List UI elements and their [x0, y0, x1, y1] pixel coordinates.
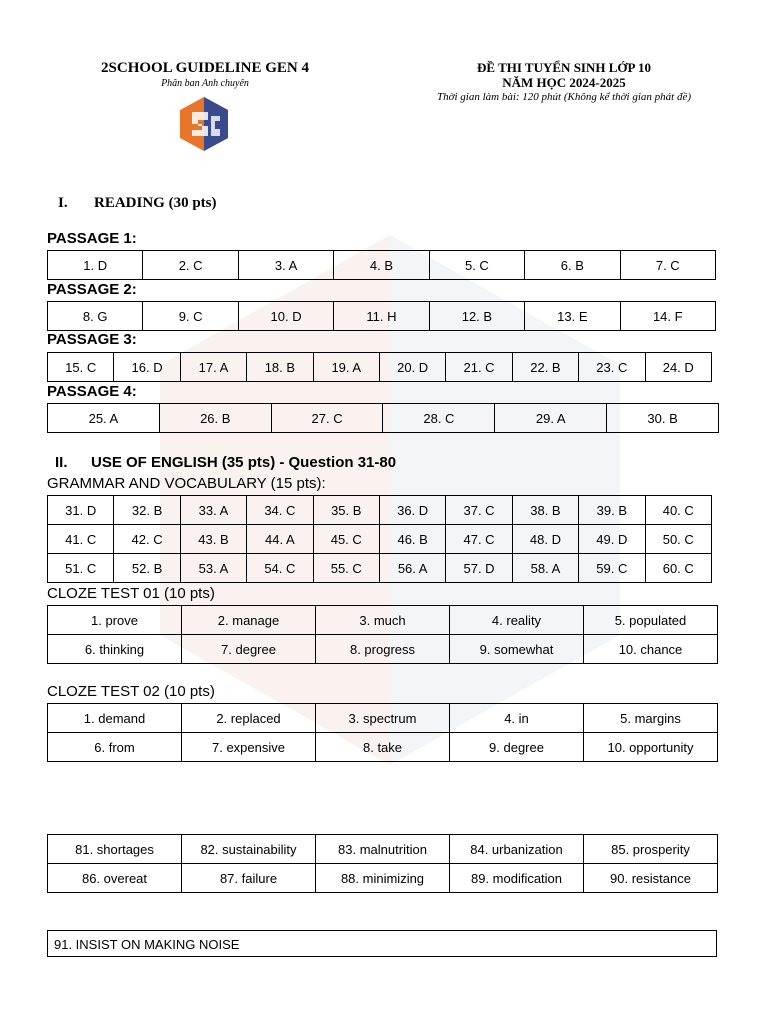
answer-cell: 2. replaced — [182, 704, 316, 733]
passage-2-table — [47, 301, 716, 331]
school-year: NĂM HỌC 2024-2025 — [502, 75, 626, 90]
answer-cell: 86. overeat — [48, 864, 182, 893]
answer-cell: 5. populated — [584, 606, 718, 635]
cloze-test-1-table — [47, 605, 718, 664]
answer-cell: 38. B — [512, 496, 578, 525]
answer-cell: 87. failure — [182, 864, 316, 893]
answer-cell: 4. B — [334, 251, 429, 280]
answer-cell: 90. resistance — [584, 864, 718, 893]
answer-cell: 58. A — [512, 554, 578, 583]
answer-cell: 46. B — [379, 525, 445, 554]
cloze-test-2-label: CLOZE TEST 02 (10 pts) — [47, 683, 215, 700]
answer-cell: 5. C — [429, 251, 524, 280]
answer-cell: 44. A — [247, 525, 313, 554]
exam-title: ĐỀ THI TUYỂN SINH LỚP 10 — [477, 60, 651, 75]
answer-cell: 3. spectrum — [316, 704, 450, 733]
answer-cell: 26. B — [159, 404, 271, 433]
answer-cell: 53. A — [180, 554, 246, 583]
answer-cell: 20. D — [379, 353, 445, 382]
passage-4-label: PASSAGE 4: — [47, 383, 137, 400]
answer-cell: 32. B — [114, 496, 180, 525]
section-number: II. — [55, 454, 68, 471]
grammar-vocabulary-label: GRAMMAR AND VOCABULARY (15 pts): — [47, 475, 326, 492]
cloze-test-2-table — [47, 703, 718, 762]
answer-cell: 6. B — [525, 251, 620, 280]
grammar-vocabulary-table — [47, 495, 712, 583]
answer-cell: 52. B — [114, 554, 180, 583]
answer-cell: 6. from — [48, 733, 182, 762]
answer-cell: 3. much — [316, 606, 450, 635]
section-reading-heading — [58, 195, 217, 212]
answer-cell: 82. sustainability — [182, 835, 316, 864]
section-use-of-english-heading — [55, 454, 396, 471]
passage-4-table — [47, 403, 719, 433]
answer-cell: 42. C — [114, 525, 180, 554]
answer-cell: 30. B — [607, 404, 719, 433]
answer-cell: 9. somewhat — [450, 635, 584, 664]
answer-cell: 17. A — [180, 353, 246, 382]
answer-cell: 9. C — [143, 302, 238, 331]
answer-cell: 7. C — [620, 251, 715, 280]
answer-cell: 1. prove — [48, 606, 182, 635]
exam-header — [400, 60, 728, 104]
word-form-table — [47, 834, 718, 893]
answer-cell: 3. A — [238, 251, 333, 280]
answer-cell: 10. D — [238, 302, 333, 331]
passage-2-label: PASSAGE 2: — [47, 281, 137, 298]
time-note: Thời gian làm bài: 120 phút (Không kể thời gian phát đề) — [436, 91, 692, 103]
answer-cell: 16. D — [114, 353, 180, 382]
answer-cell: 40. C — [645, 496, 711, 525]
answer-cell: 8. progress — [316, 635, 450, 664]
answer-cell: 34. C — [247, 496, 313, 525]
answer-cell: 45. C — [313, 525, 379, 554]
answer-cell: 33. A — [180, 496, 246, 525]
school-name: 2SCHOOL GUIDELINE GEN 4 — [101, 60, 309, 76]
answer-cell: 9. degree — [450, 733, 584, 762]
answer-cell: 13. E — [525, 302, 620, 331]
answer-cell: 43. B — [180, 525, 246, 554]
answer-cell: 35. B — [313, 496, 379, 525]
answer-cell: 5. margins — [584, 704, 718, 733]
answer-cell: 6. thinking — [48, 635, 182, 664]
answer-cell: 28. C — [383, 404, 495, 433]
answer-cell: 2. C — [143, 251, 238, 280]
answer-cell: 54. C — [247, 554, 313, 583]
answer-cell: 85. prosperity — [584, 835, 718, 864]
section-title: READING (30 pts) — [94, 195, 217, 211]
answer-cell: 31. D — [48, 496, 114, 525]
answer-cell: 1. D — [48, 251, 143, 280]
answer-cell: 4. in — [450, 704, 584, 733]
question-91-answer: 91. INSIST ON MAKING NOISE — [47, 930, 717, 957]
answer-cell: 36. D — [379, 496, 445, 525]
answer-cell: 81. shortages — [48, 835, 182, 864]
answer-cell: 89. modification — [450, 864, 584, 893]
answer-cell: 8. take — [316, 733, 450, 762]
answer-cell: 12. B — [429, 302, 524, 331]
answer-cell: 59. C — [579, 554, 645, 583]
section-title: USE OF ENGLISH (35 pts) - Question 31-80 — [91, 454, 397, 471]
answer-cell: 10. opportunity — [584, 733, 718, 762]
answer-cell: 88. minimizing — [316, 864, 450, 893]
school-header — [70, 60, 340, 89]
cloze-test-1-label: CLOZE TEST 01 (10 pts) — [47, 585, 215, 602]
answer-cell: 14. F — [620, 302, 715, 331]
answer-cell: 8. G — [48, 302, 143, 331]
answer-cell: 15. C — [48, 353, 114, 382]
passage-1-label: PASSAGE 1: — [47, 230, 137, 247]
answer-cell: 41. C — [48, 525, 114, 554]
answer-cell: 22. B — [512, 353, 578, 382]
passage-3-table — [47, 352, 712, 382]
answer-cell: 37. C — [446, 496, 512, 525]
answer-cell: 57. D — [446, 554, 512, 583]
answer-cell: 21. C — [446, 353, 512, 382]
answer-cell: 24. D — [645, 353, 711, 382]
answer-cell: 18. B — [247, 353, 313, 382]
answer-cell: 84. urbanization — [450, 835, 584, 864]
answer-cell: 56. A — [379, 554, 445, 583]
answer-cell: 10. chance — [584, 635, 718, 664]
answer-cell: 1. demand — [48, 704, 182, 733]
answer-cell: 48. D — [512, 525, 578, 554]
answer-cell: 19. A — [313, 353, 379, 382]
passage-1-table — [47, 250, 716, 280]
answer-cell: 55. C — [313, 554, 379, 583]
section-number: I. — [58, 195, 68, 211]
answer-cell: 25. A — [48, 404, 160, 433]
school-logo — [178, 96, 230, 152]
answer-cell: 47. C — [446, 525, 512, 554]
answer-cell: 39. B — [579, 496, 645, 525]
answer-cell: 29. A — [495, 404, 607, 433]
passage-3-label: PASSAGE 3: — [47, 331, 137, 348]
answer-cell: 49. D — [579, 525, 645, 554]
answer-cell: 2. manage — [182, 606, 316, 635]
answer-cell: 60. C — [645, 554, 711, 583]
answer-cell: 23. C — [579, 353, 645, 382]
answer-cell: 51. C — [48, 554, 114, 583]
answer-cell: 4. reality — [450, 606, 584, 635]
answer-cell: 83. malnutrition — [316, 835, 450, 864]
answer-cell: 50. C — [645, 525, 711, 554]
answer-cell: 27. C — [271, 404, 383, 433]
answer-cell: 11. H — [334, 302, 429, 331]
answer-cell: 7. expensive — [182, 733, 316, 762]
answer-cell: 7. degree — [182, 635, 316, 664]
school-subtitle: Phân ban Anh chuyên — [161, 78, 249, 89]
